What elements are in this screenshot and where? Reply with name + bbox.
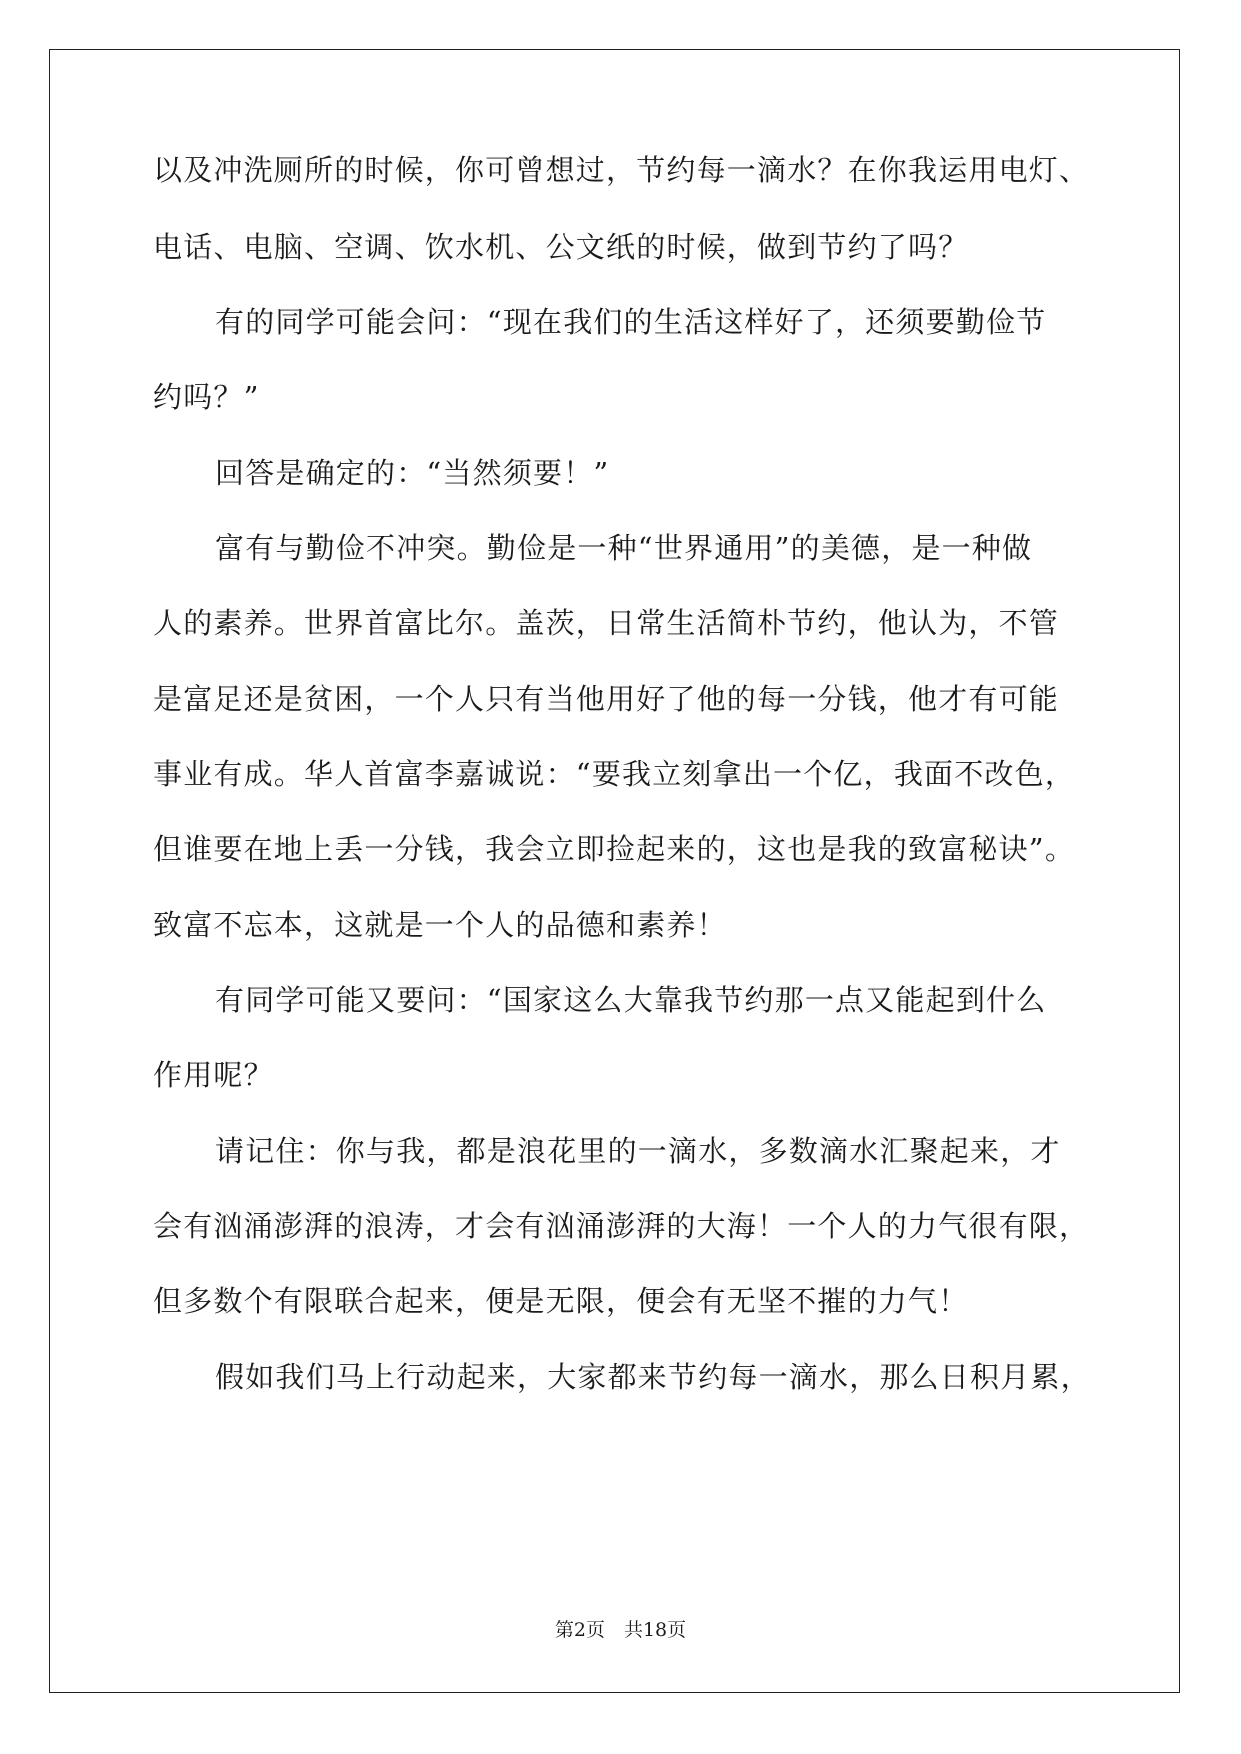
page-frame — [49, 49, 1180, 1693]
text-line: 但多数个有限联合起来，便是无限，便会有无坚不摧的力气！ — [153, 1284, 969, 1318]
text-line: 是富足还是贫困，一个人只有当他用好了他的每一分钱，他才有可能 — [153, 682, 1060, 716]
text-line: 有的同学可能会问：“现在我们的生活这样好了，还须要勤俭节 — [215, 305, 1047, 339]
text-line: 有同学可能又要问：“国家这么大靠我节约那一点又能起到什么 — [215, 983, 1047, 1017]
text-line: 回答是确定的：“当然须要！” — [215, 456, 610, 490]
text-line: 假如我们马上行动起来，大家都来节约每一滴水，那么日积月累， — [215, 1360, 1091, 1394]
text-line: 富有与勤俭不冲突。勤俭是一种“世界通用”的美德，是一种做 — [215, 531, 1033, 565]
text-line: 以及冲洗厕所的时候，你可曾想过，节约每一滴水？在你我运用电灯、 — [153, 153, 1090, 187]
text-line: 请记住：你与我，都是浪花里的一滴水，多数滴水汇聚起来，才 — [215, 1134, 1061, 1168]
text-line: 作用呢？ — [153, 1058, 274, 1092]
page-number: 第2页 共18页 — [554, 1619, 687, 1641]
text-line: 电话、电脑、空调、饮水机、公文纸的时候，做到节约了吗？ — [153, 230, 969, 264]
text-line: 但谁要在地上丢一分钱，我会立即捡起来的，这也是我的致富秘诀”。 — [153, 832, 1076, 866]
text-line: 约吗？” — [153, 380, 260, 414]
text-line: 致富不忘本，这就是一个人的品德和素养！ — [153, 908, 727, 942]
text-line: 事业有成。华人首富李嘉诚说：“要我立刻拿出一个亿，我面不改色， — [153, 757, 1076, 791]
text-line: 人的素养。世界首富比尔。盖茨，日常生活简朴节约，他认为，不管 — [153, 606, 1060, 640]
text-line: 会有汹涌澎湃的浪涛，才会有汹涌澎湃的大海！一个人的力气很有限， — [153, 1209, 1090, 1243]
